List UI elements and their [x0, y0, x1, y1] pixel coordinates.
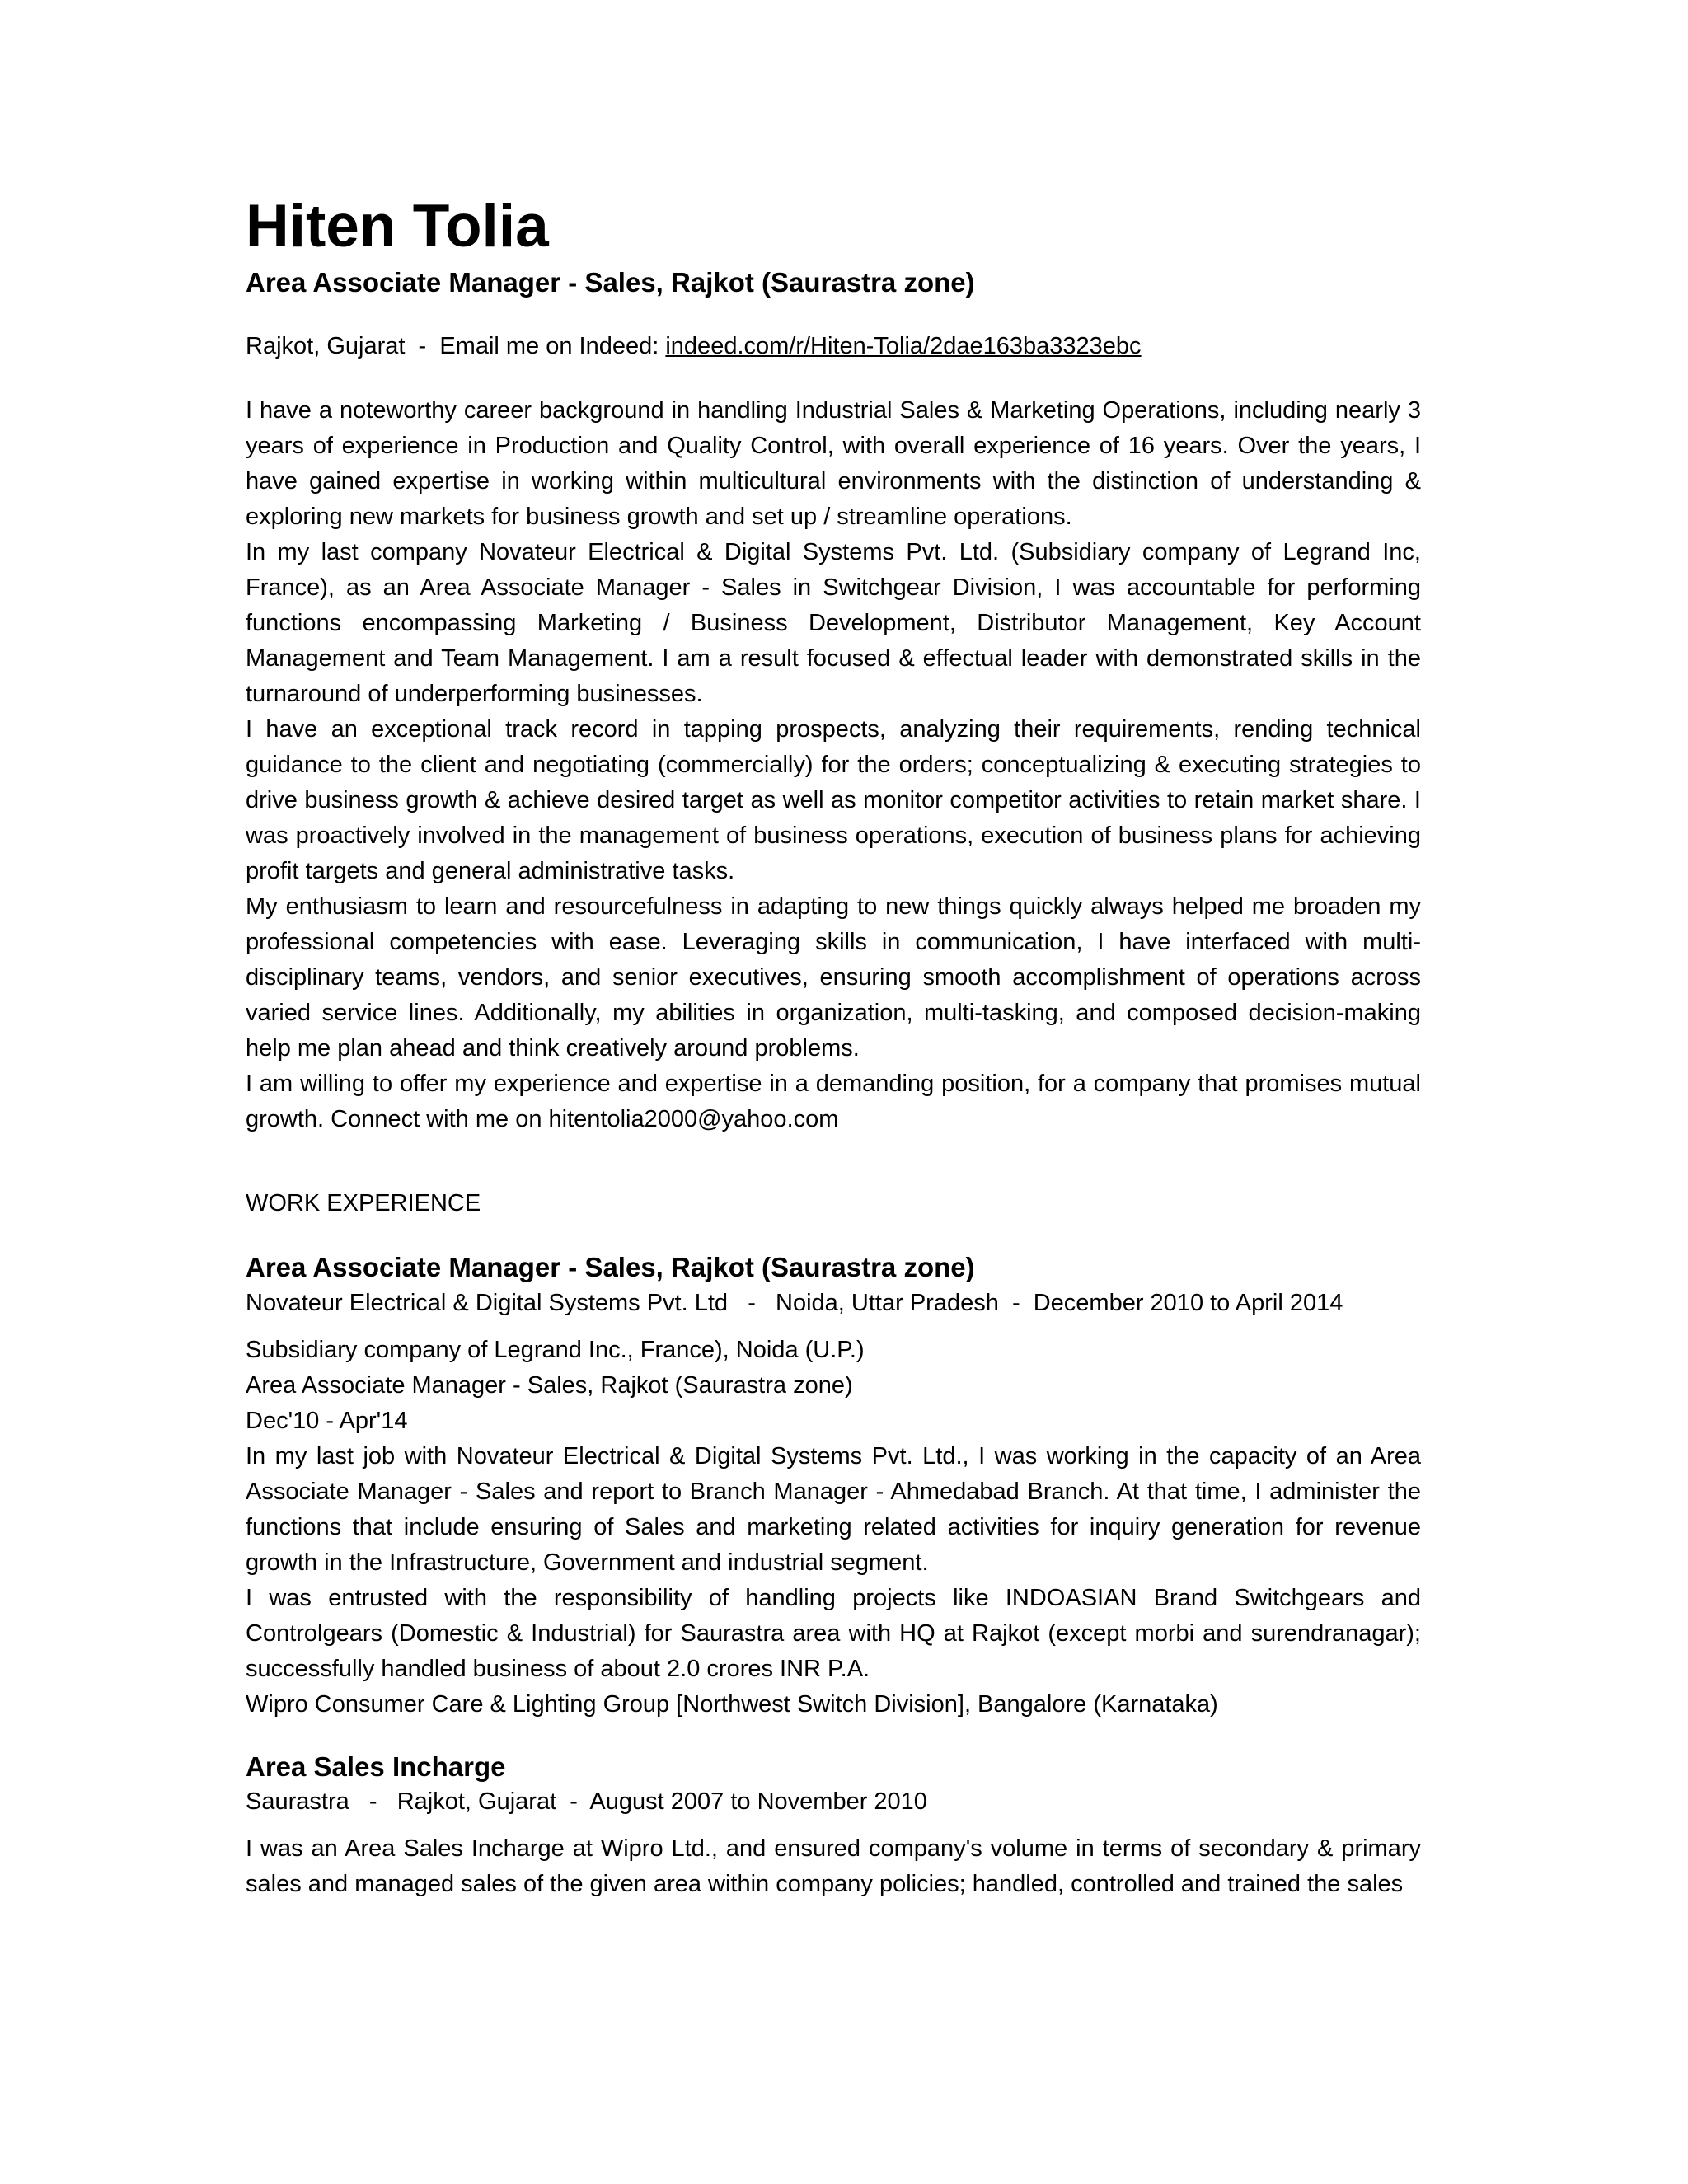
job-title: Area Sales Incharge: [246, 1750, 506, 1782]
summary-section: [246, 393, 1421, 1137]
work-experience-heading: WORK EXPERIENCE: [246, 1190, 481, 1217]
job-description-line: I was an Area Sales Incharge at Wipro Ltd., and ensured company's volume in terms of secondary & primary sales and managed sales of the given area within company policies; handled, controlled and trained the sales: [246, 1835, 1421, 1897]
indeed-profile-link[interactable]: indeed.com/r/Hiten-Tolia/2dae163ba3323ebc: [665, 332, 1142, 359]
job-description: [246, 1831, 1421, 1902]
job-description: [246, 1333, 1421, 1722]
job-description-line: Wipro Consumer Care & Lighting Group [Northwest Switch Division], Bangalore (Karnataka): [246, 1690, 1218, 1718]
job-description-line: Area Associate Manager - Sales, Rajkot (Saurastra zone): [246, 1371, 853, 1399]
job-entry: [246, 1750, 1421, 1902]
contact-email-label: Email me on Indeed:: [439, 332, 666, 359]
job-meta: Saurastra - Rajkot, Gujarat - August 2007 to November 2010: [246, 1788, 927, 1816]
summary-paragraph: I have an exceptional track record in tapping prospects, analyzing their requirements, rending technical guidance to the client and negotiating (commercially) for the orders; conceptualizing & executing strategies to drive business growth & achieve desired target as well as monitor competitor activities to retain market share. I was proactively involved in the management of business operations, execution of business plans for achieving profit targets and general administrative tasks.: [246, 716, 1421, 885]
summary-paragraph: My enthusiasm to learn and resourcefulness in adapting to new things quickly always helped me broaden my professional competencies with ease. Leveraging skills in communication, I have interfaced with multi-disciplinary teams, vendors, and senior executives, ensuring smooth accomplishment of operations across varied service lines. Additionally, my abilities in organization, multi-tasking, and composed decision-making help me plan ahead and think creatively around problems.: [246, 893, 1421, 1062]
job-description-line: Subsidiary company of Legrand Inc., France), Noida (U.P.): [246, 1336, 865, 1363]
job-description-line: I was entrusted with the responsibility of handling projects like INDOASIAN Brand Switchgears and Controlgears (Domestic & Industrial) for Saurastra area with HQ at Rajkot (except morbi and surendranagar); successfully handled business of about 2.0 crores INR P.A.: [246, 1584, 1421, 1682]
job-meta: Novateur Electrical & Digital Systems Pvt. Ltd - Noida, Uttar Pradesh - December 2010 to April 2014: [246, 1289, 1343, 1316]
contact-location: Rajkot, Gujarat: [246, 332, 406, 359]
job-description-line: Dec'10 - Apr'14: [246, 1407, 408, 1434]
summary-paragraph: In my last company Novateur Electrical & Digital Systems Pvt. Ltd. (Subsidiary company of Legrand Inc, France), as an Area Associate Manager - Sales in Switchgear Division, I was accountable for performing functions encompassing Marketing / Business Development, Distributor Management, Key Account Management and Team Management. I am a result focused & effectual leader with demonstrated skills in the turnaround of underperforming businesses.: [246, 539, 1421, 708]
summary-paragraph: I am willing to offer my experience and expertise in a demanding position, for a company that promises mutual growth. Connect with me on hitentolia2000@yahoo.com: [246, 1071, 1421, 1133]
resume-page: [246, 193, 1421, 1902]
job-title: Area Associate Manager - Sales, Rajkot (Saurastra zone): [246, 1252, 975, 1283]
summary-paragraph: I have a noteworthy career background in handling Industrial Sales & Marketing Operations, including nearly 3 years of experience in Production and Quality Control, with overall experience of 16 years. Over the years, I have gained expertise in working within multicultural environments with the distinction of understanding & exploring new markets for business growth and set up / streamline operations.: [246, 397, 1421, 531]
contact-separator: -: [405, 332, 440, 359]
job-entry: [246, 1251, 1421, 1722]
contact-line: [246, 332, 1421, 361]
job-description-line: In my last job with Novateur Electrical & Digital Systems Pvt. Ltd., I was working in the capacity of an Area Associate Manager - Sales and report to Branch Manager - Ahmedabad Branch. At that time, I administer the functions that include ensuring of Sales and marketing related activities for inquiry generation for revenue growth in the Infrastructure, Government and industrial segment.: [246, 1442, 1421, 1576]
candidate-name: Hiten Tolia: [246, 193, 549, 260]
candidate-headline: Area Associate Manager - Sales, Rajkot (Saurastra zone): [246, 267, 975, 298]
